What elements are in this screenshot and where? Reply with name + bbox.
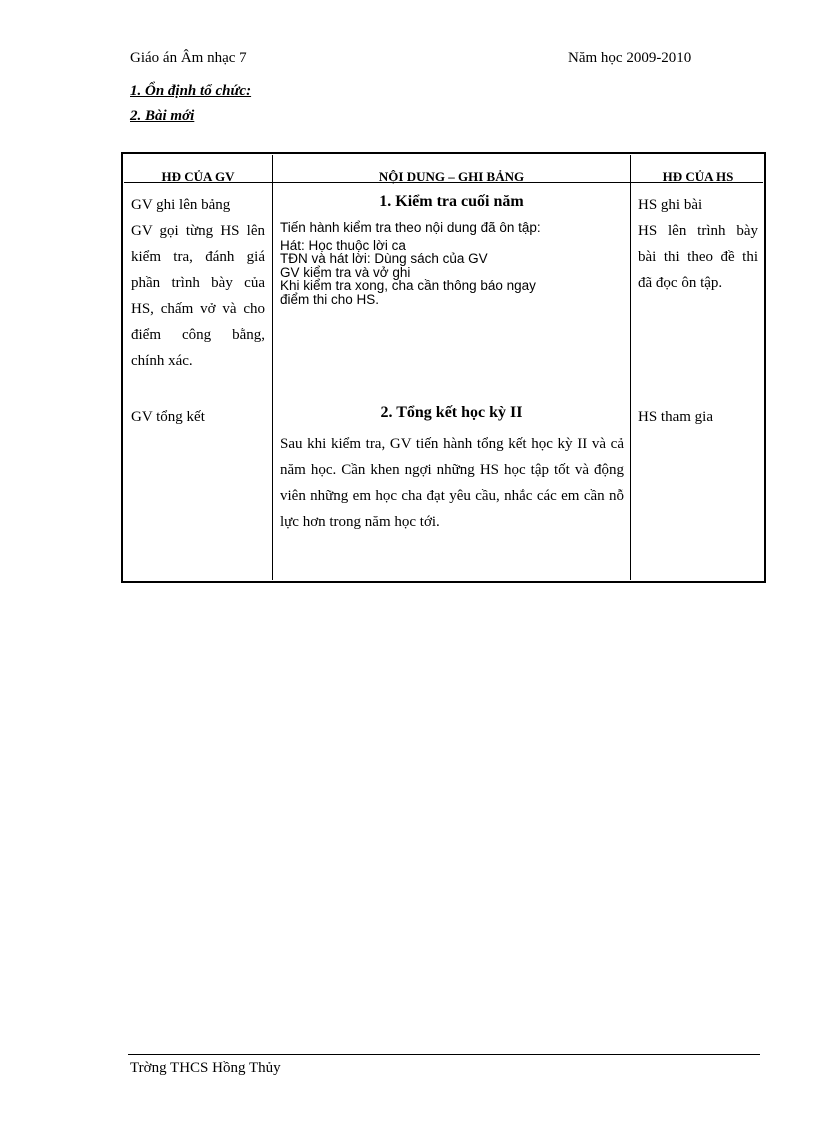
content-line: TĐN và hát lời: Dùng sách của GV: [280, 251, 488, 266]
hs-activity-3: [638, 404, 758, 430]
hs-activity-1-text: HS ghi bài: [638, 197, 703, 213]
hs-activity-3-text: HS tham gia: [638, 409, 713, 425]
column-header-gv: HĐ CỦA GV: [161, 169, 235, 184]
content-title-1: 1. Kiểm tra cuối năm: [379, 193, 524, 210]
content-line: Khi kiểm tra xong, cha cần thông báo ngay: [280, 278, 536, 293]
content-paragraph-2: Sau khi kiểm tra, GV tiến hành tổng kết học kỳ II và cả năm học. Cần khen ngợi những HS học tập tốt và động viên những em học cha đạt yêu cầu, nhắc các em cần nỗ lực hơn trong năm học tới.: [280, 436, 624, 530]
column-header-content: NỘI DUNG – GHI BẢNG: [378, 169, 525, 184]
column-divider-1: [272, 155, 273, 580]
footer-divider: [128, 1054, 760, 1055]
section-heading-1: 1. Ổn định tổ chức:: [130, 83, 252, 99]
hs-activity-2: [638, 218, 758, 296]
lesson-table-inner: [124, 155, 763, 580]
section-heading-2: 2. Bài mới: [130, 108, 195, 124]
gv-activity-2: [131, 218, 265, 374]
footer-text: Trờng THCS Hồng Thủy: [130, 1060, 281, 1076]
column-divider-2: [630, 155, 631, 580]
lesson-table: [121, 152, 766, 583]
content-lines-1: [280, 221, 624, 306]
hs-activity-1: [638, 192, 758, 218]
hs-activity-2-text: HS lên trình bày bài thi theo đề thi đã đọc ôn tập.: [638, 223, 758, 291]
column-header-hs: HĐ CỦA HS: [662, 169, 734, 184]
gv-activity-3: [131, 404, 265, 430]
content-line: điểm thi cho HS.: [280, 291, 380, 307]
header-right: Năm học 2009-2010: [568, 50, 692, 66]
gv-activity-3-text: GV tổng kết: [131, 409, 205, 425]
gv-activity-2-text: GV gọi từng HS lên kiểm tra, đánh giá phần trình bày của HS, chấm vở và cho điểm công bằng, chính xác.: [131, 223, 265, 369]
content-line: GV kiểm tra và vở ghi: [280, 264, 411, 280]
content-title-2: 2. Tổng kết học kỳ II: [380, 404, 523, 421]
gv-activity-1-text: GV ghi lên bảng: [131, 197, 231, 213]
header-left: Giáo án Âm nhạc 7: [130, 50, 247, 66]
content-line: Tiến hành kiểm tra theo nội dung đã ôn tập:: [280, 220, 541, 235]
content-line: Hát: Học thuộc lời ca: [280, 237, 406, 253]
gv-activity-1: [131, 192, 265, 218]
